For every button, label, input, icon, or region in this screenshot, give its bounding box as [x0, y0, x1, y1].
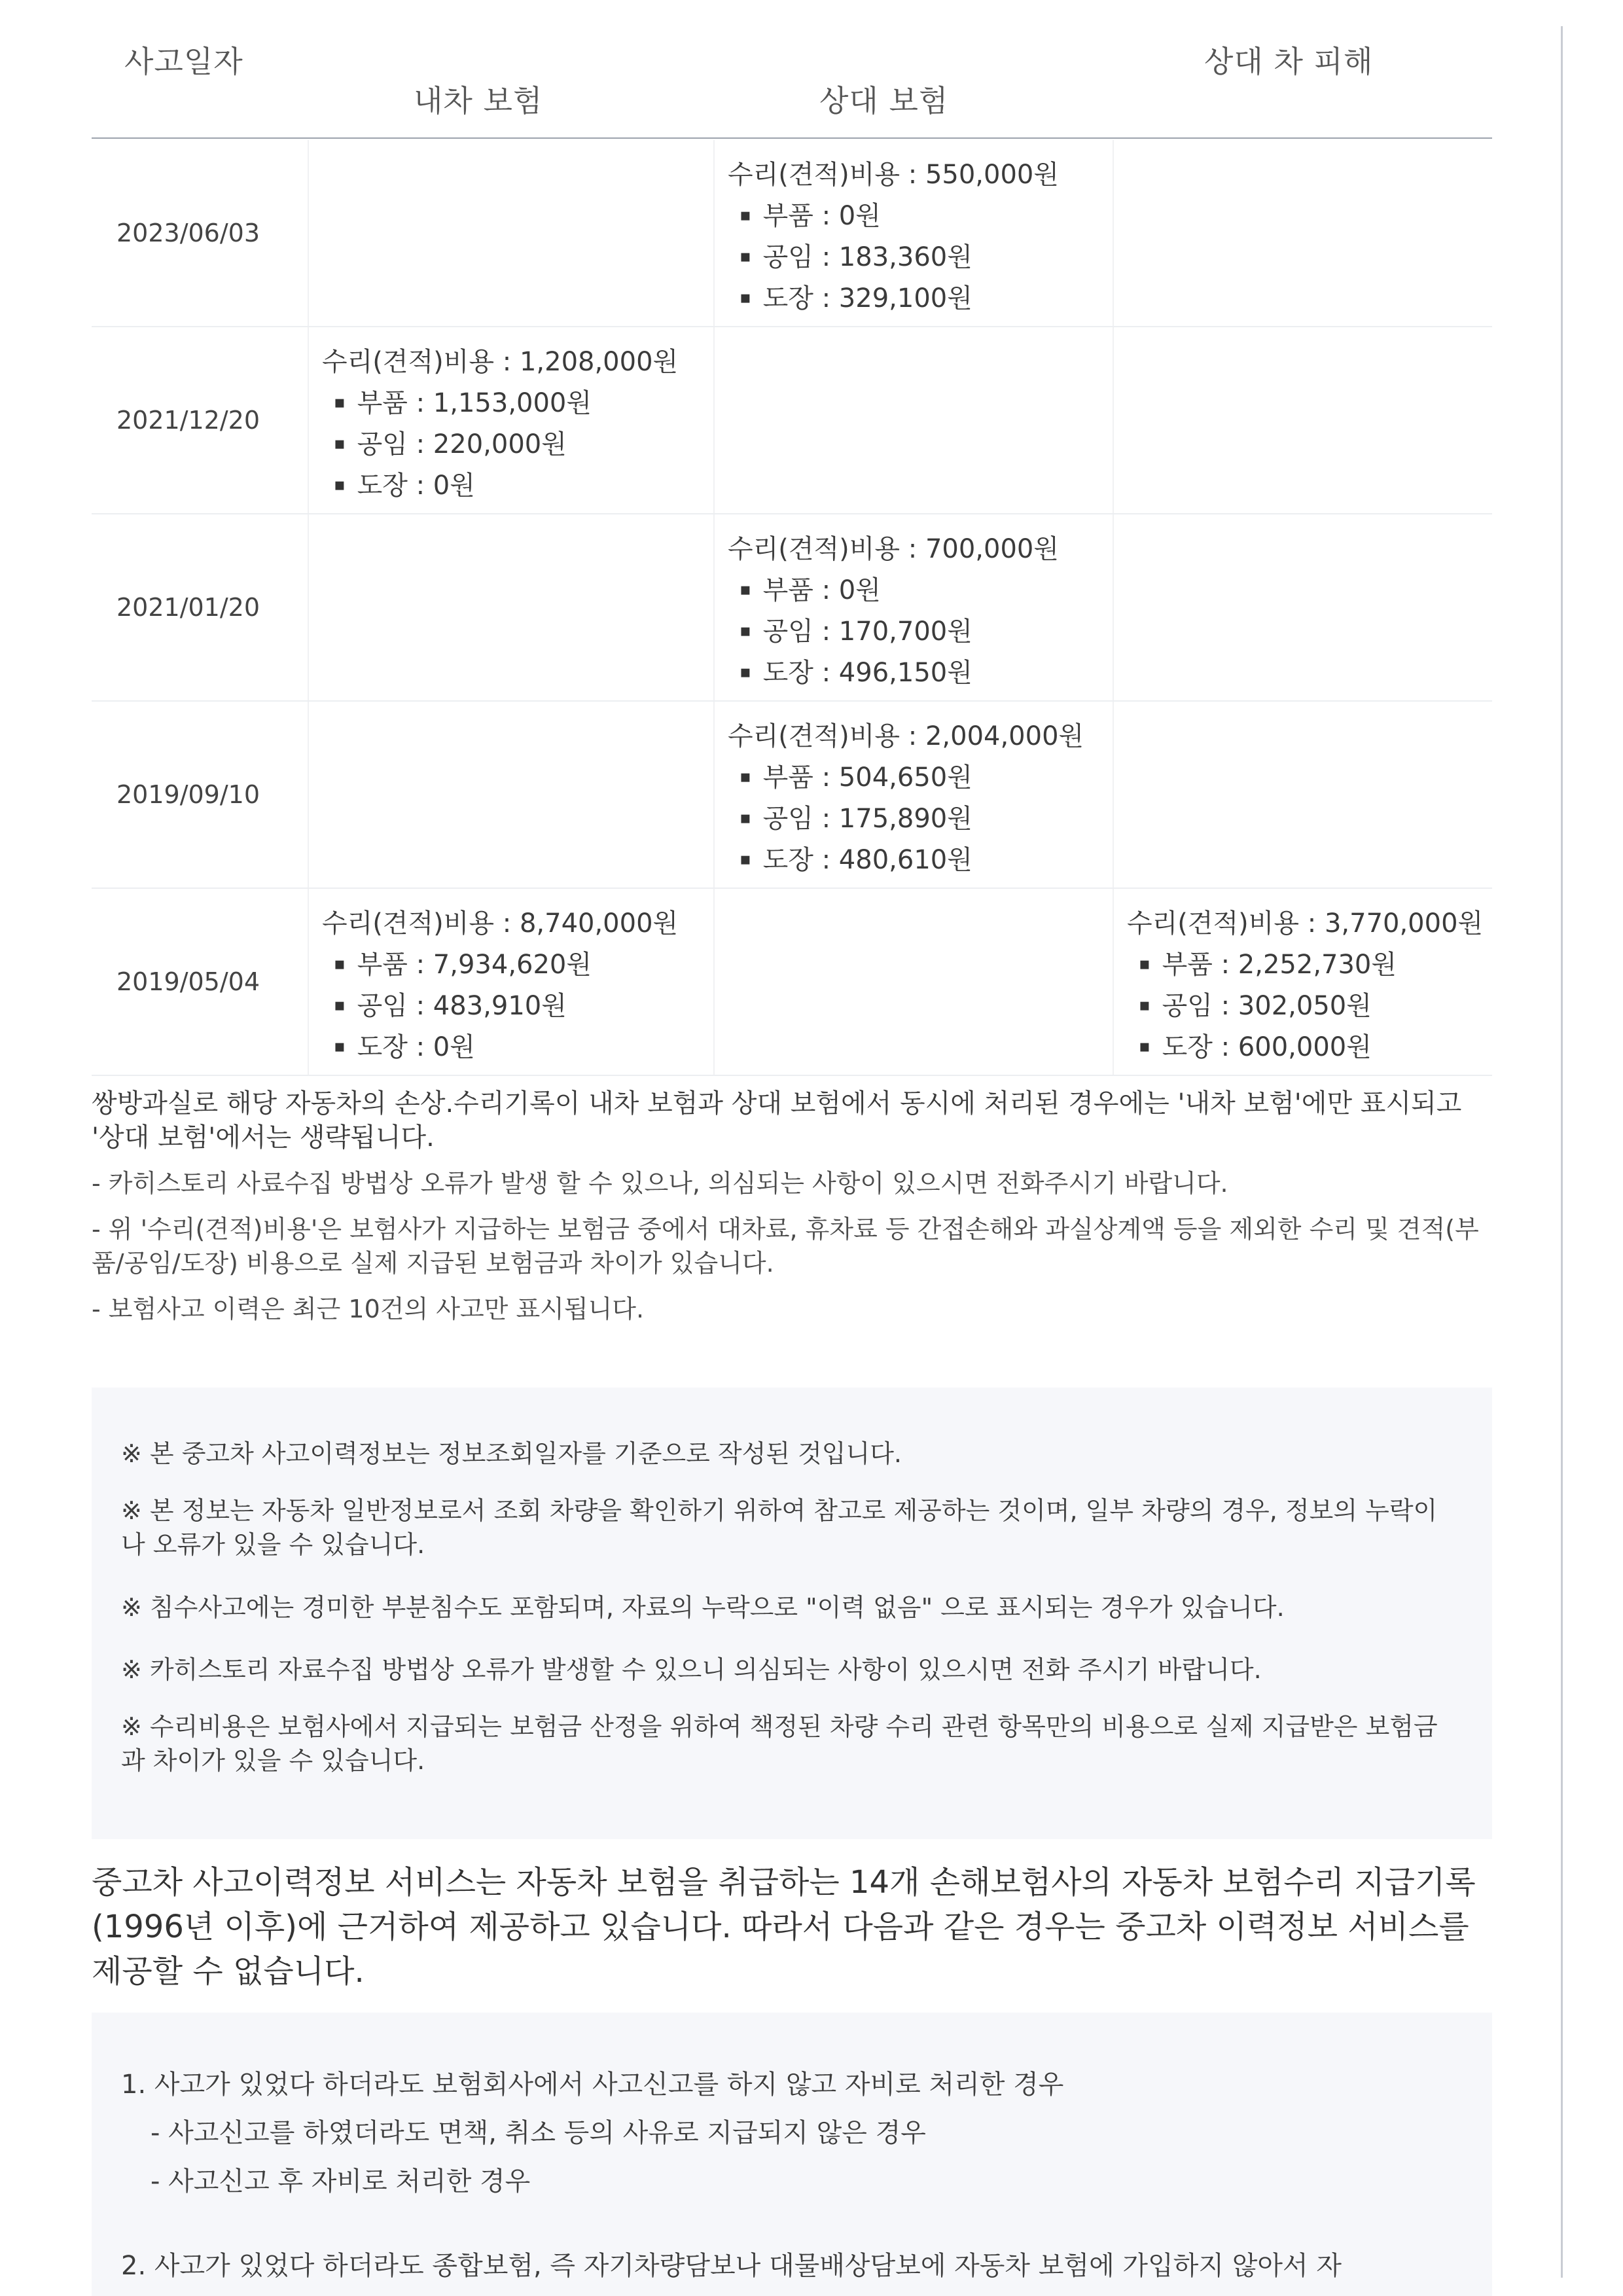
other-insurance-cell: [713, 140, 1114, 326]
exclusion-item: 2. 사고가 있었다 하더라도 종합보험, 즉 자기차량담보나 대물배상담보에 자동차 보험에 가입하지 않아서 자: [121, 2251, 1342, 2281]
header-date: 사고일자: [124, 44, 243, 79]
table-notes: [92, 1086, 1499, 1338]
header-other-damage: 상대 차 피해: [1204, 44, 1374, 79]
repair-paint: ▪ 도장 : 600,000원: [1139, 1026, 1493, 1067]
repair-parts: ▪ 부품 : 1,153,000원: [334, 382, 708, 423]
repair-paint: ▪ 도장 : 480,610원: [740, 839, 1114, 880]
repair-paint: ▪ 도장 : 0원: [334, 465, 708, 506]
accident-date: 2021/12/20: [116, 406, 260, 435]
repair-total: 수리(견적)비용 : 1,208,000원: [322, 347, 679, 377]
table-row: [92, 702, 1492, 889]
disclaimer-item: ※ 카히스토리 자료수집 방법상 오류가 발생할 수 있으니 의심되는 사항이 있으시면 전화 주시기 바랍니다.: [121, 1655, 1262, 1684]
other-damage-cell: [1113, 140, 1493, 326]
repair-cost-block: [728, 157, 1114, 319]
page-edge-line: [1561, 26, 1563, 2278]
my-insurance-cell: [308, 140, 708, 326]
other-damage-cell: [1113, 327, 1493, 513]
note-mutual-fault: 쌍방과실로 해당 자동차의 손상.수리기록이 내차 보험과 상대 보험에서 동시에 처리된 경우에는 '내차 보험'에만 표시되고 '상대 보험'에서는 생략됩니다.: [92, 1088, 1462, 1153]
other-insurance-cell: [713, 327, 1114, 513]
table-row: [92, 514, 1492, 702]
disclaimer-box: [92, 1388, 1492, 1839]
other-damage-cell: [1113, 889, 1493, 1075]
accident-date: 2021/01/20: [116, 593, 260, 622]
note-data-error: - 카히스토리 사료수집 방법상 오류가 발생 할 수 있으나, 의심되는 사항이 있으시면 전화주시기 바랍니다.: [92, 1169, 1228, 1198]
repair-total: 수리(견적)비용 : 3,770,000원: [1127, 908, 1484, 939]
repair-cost-block: [322, 344, 708, 506]
repair-labor: ▪ 공임 : 170,700원: [740, 611, 1114, 652]
repair-paint: ▪ 도장 : 0원: [334, 1026, 708, 1067]
repair-total: 수리(견적)비용 : 700,000원: [728, 534, 1060, 564]
other-damage-cell: [1113, 514, 1493, 700]
header-my-insurance: 내차 보험: [414, 83, 543, 118]
repair-parts: ▪ 부품 : 7,934,620원: [334, 944, 708, 985]
my-insurance-cell: [308, 702, 708, 888]
table-header: [92, 26, 1492, 139]
my-insurance-cell: [308, 889, 708, 1075]
repair-labor: ▪ 공임 : 220,000원: [334, 423, 708, 465]
disclaimer-item: ※ 본 중고차 사고이력정보는 정보조회일자를 기준으로 작성된 것입니다.: [121, 1439, 902, 1468]
header-other-insurance: 상대 보험: [819, 83, 949, 118]
repair-parts: ▪ 부품 : 504,650원: [740, 757, 1114, 798]
repair-cost-block: [728, 531, 1114, 693]
other-insurance-cell: [713, 889, 1114, 1075]
repair-cost-block: [728, 719, 1114, 880]
repair-labor: ▪ 공임 : 175,890원: [740, 798, 1114, 839]
table-row: [92, 140, 1492, 327]
my-insurance-cell: [308, 327, 708, 513]
exclusion-subitem: - 사고신고 후 자비로 처리한 경우: [151, 2166, 531, 2197]
note-recent-ten: - 보험사고 이력은 최근 10건의 사고만 표시됩니다.: [92, 1295, 645, 1323]
note-repair-cost: - 위 '수리(견적)비용'은 보험사가 지급하는 보험금 중에서 대차료, 휴차료 등 간접손해와 과실상계액 등을 제외한 수리 및 견적(부품/공임/도장) 비용으로 실제 지급된 보험금과 차이가 있습니다.: [92, 1215, 1479, 1278]
repair-labor: ▪ 공임 : 302,050원: [1139, 985, 1493, 1026]
other-insurance-cell: [713, 514, 1114, 700]
repair-paint: ▪ 도장 : 496,150원: [740, 652, 1114, 693]
repair-labor: ▪ 공임 : 483,910원: [334, 985, 708, 1026]
repair-total: 수리(견적)비용 : 8,740,000원: [322, 908, 679, 939]
repair-total: 수리(견적)비용 : 2,004,000원: [728, 721, 1084, 751]
accident-date: 2019/09/10: [116, 780, 260, 809]
exclusion-item: 1. 사고가 있었다 하더라도 보험회사에서 사고신고를 하지 않고 자비로 처리한 경우: [121, 2070, 1064, 2100]
exclusion-subitem: - 사고신고를 하였더라도 면책, 취소 등의 사유로 지급되지 않은 경우: [151, 2118, 926, 2148]
other-insurance-cell: [713, 702, 1114, 888]
repair-parts: ▪ 부품 : 2,252,730원: [1139, 944, 1493, 985]
repair-labor: ▪ 공임 : 183,360원: [740, 236, 1114, 278]
table-row: [92, 327, 1492, 514]
repair-cost-block: [1127, 906, 1493, 1067]
repair-total: 수리(견적)비용 : 550,000원: [728, 160, 1060, 190]
other-damage-cell: [1113, 702, 1493, 888]
service-description: 중고차 사고이력정보 서비스는 자동차 보험을 취급하는 14개 손해보험사의 자동차 보험수리 지급기록(1996년 이후)에 근거하여 제공하고 있습니다. 따라서 다음과 같은 경우는 중고차 이력정보 서비스를 제공할 수 없습니다.: [92, 1864, 1476, 1990]
accident-date: 2023/06/03: [116, 219, 260, 247]
table-row: [92, 889, 1492, 1076]
my-insurance-cell: [308, 514, 708, 700]
disclaimer-item: ※ 본 정보는 자동차 일반정보로서 조회 차량을 확인하기 위하여 참고로 제공하는 것이며, 일부 차량의 경우, 정보의 누락이나 오류가 있을 수 있습니다.: [121, 1496, 1438, 1559]
repair-parts: ▪ 부품 : 0원: [740, 569, 1114, 611]
disclaimer-item: ※ 수리비용은 보험사에서 지급되는 보험금 산정을 위하여 책정된 차량 수리 관련 항목만의 비용으로 실제 지급받은 보험금과 차이가 있을 수 있습니다.: [121, 1712, 1438, 1775]
repair-paint: ▪ 도장 : 329,100원: [740, 278, 1114, 319]
exclusions-box: [92, 2013, 1492, 2296]
repair-parts: ▪ 부품 : 0원: [740, 195, 1114, 236]
repair-cost-block: [322, 906, 708, 1067]
accident-history-table: [92, 140, 1492, 1076]
disclaimer-item: ※ 침수사고에는 경미한 부분침수도 포함되며, 자료의 누락으로 "이력 없음" 으로 표시되는 경우가 있습니다.: [121, 1593, 1285, 1622]
accident-date: 2019/05/04: [116, 967, 260, 996]
